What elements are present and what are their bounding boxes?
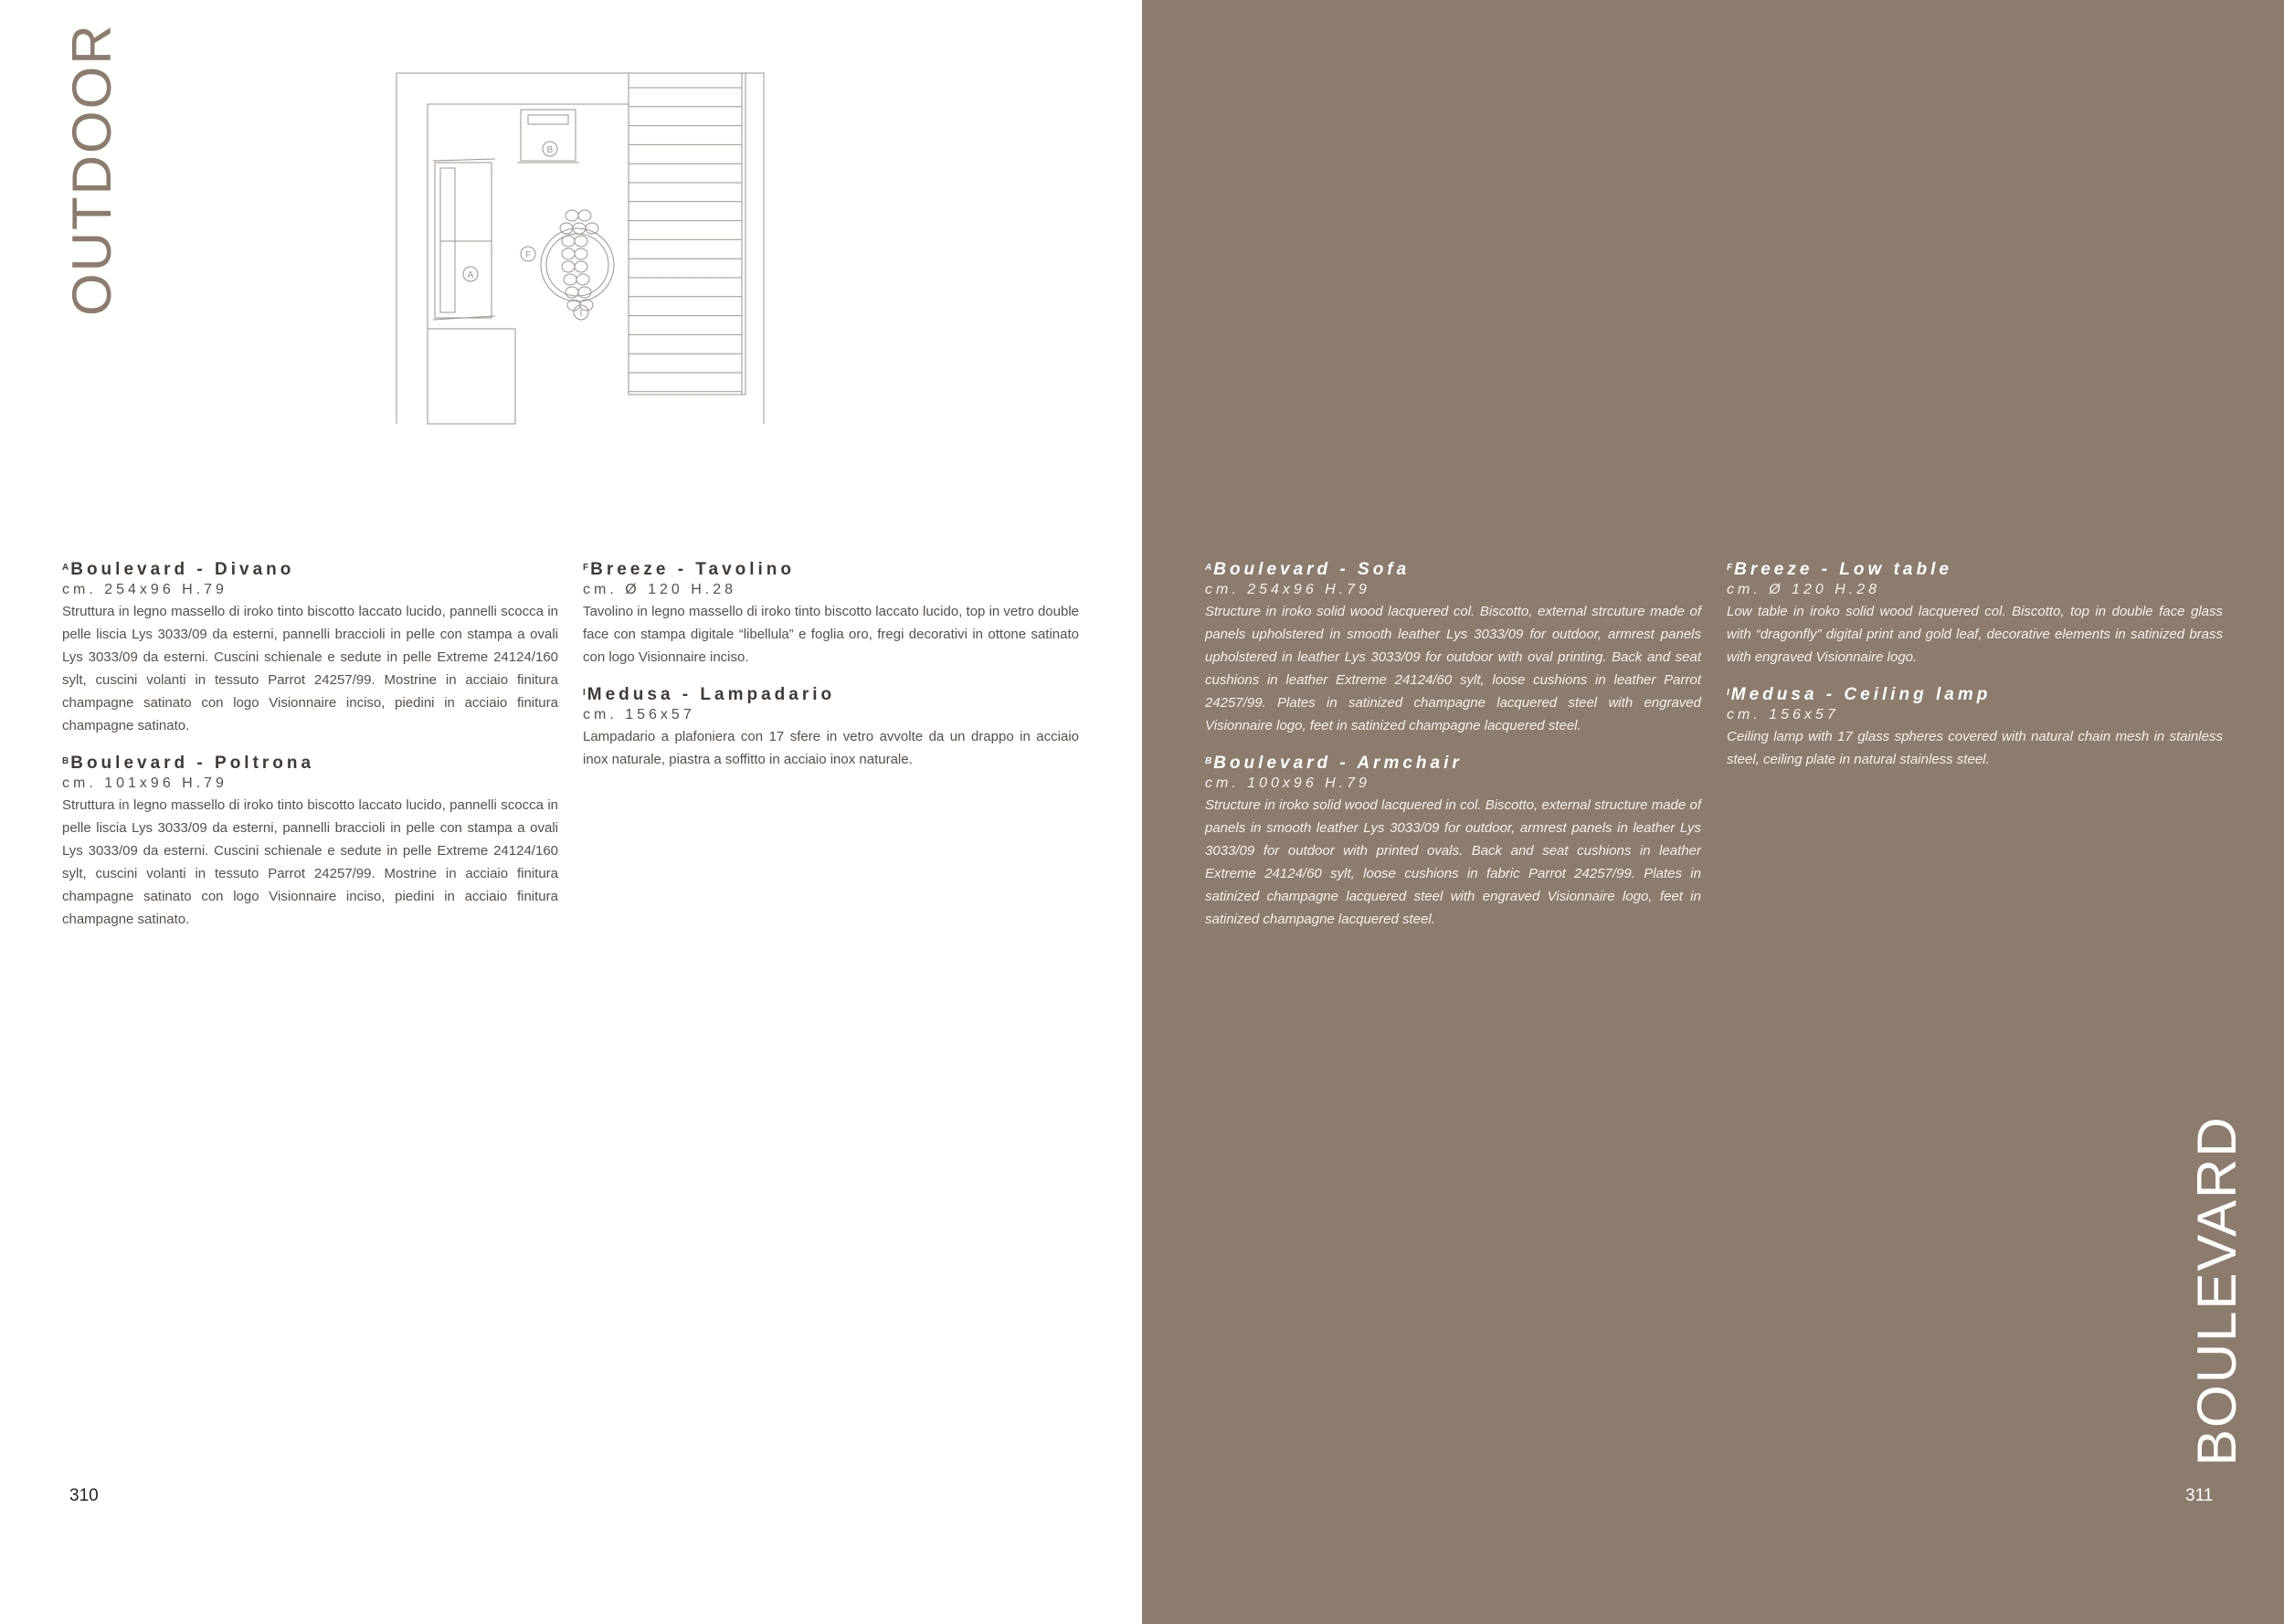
- lamp-sphere: [578, 287, 591, 298]
- product-letter: I: [1727, 688, 1729, 698]
- product-heading: [1205, 560, 1701, 580]
- product-dimensions: cm. Ø 120 H.28: [583, 582, 737, 597]
- right-page: [1142, 0, 2284, 1624]
- plan-label-f: F: [524, 250, 532, 260]
- product-letter: F: [583, 563, 589, 573]
- product-name: Boulevard - Sofa: [1213, 560, 1411, 579]
- lamp-sphere: [576, 274, 589, 285]
- product-entry: [62, 560, 558, 737]
- lamp-sphere: [562, 248, 575, 259]
- product-letter: B: [62, 756, 69, 766]
- product-letter: B: [1205, 756, 1212, 766]
- product-name: Medusa - Ceiling lamp: [1730, 685, 1992, 704]
- product-description: Structure in iroko solid wood lacquered col. Biscotto, external strcuture made of panels upholstered in smooth leather Lys 3033/09 for outdoor, armrest panels upholstered in leather Lys 3033/09 for outdoor with oval printing. Back and seat cushions in leather Extreme 24124/60 sylt, loose cushions in leather Parrot 24257/99. Plates in satinized champagne lacquered steel with engraved Visionnaire logo, feet in satinized champagne lacquered steel.: [1205, 604, 1701, 733]
- product-description: Lampadario a plafoniera con 17 sfere in vetro avvolte da un drappo in acciaio inox naturale, piastra a soffitto in acciaio inox naturale.: [583, 729, 1079, 767]
- product-heading: [583, 560, 1079, 580]
- product-letter: A: [1205, 563, 1212, 573]
- product-name: Medusa - Lampadario: [587, 685, 836, 704]
- plan-label-b: B: [546, 145, 554, 155]
- lamp-sphere: [566, 287, 578, 298]
- plan-label-i: I: [579, 309, 583, 319]
- product-entry: [1205, 560, 1701, 737]
- lamp-sphere: [586, 223, 598, 234]
- product-dimensions: cm. 101x96 H.79: [62, 775, 227, 791]
- lamp-sphere: [578, 210, 591, 221]
- product-dimensions: cm. 254x96 H.79: [62, 582, 227, 597]
- product-letter: I: [583, 688, 586, 698]
- lamp-sphere: [566, 210, 578, 221]
- product-entry: [583, 685, 1079, 771]
- lamp-sphere: [560, 223, 573, 234]
- lamp-sphere: [562, 261, 575, 272]
- product-heading: [1727, 685, 2223, 705]
- product-name: Breeze - Low table: [1734, 560, 1952, 579]
- product-dimensions: cm. Ø 120 H.28: [1727, 582, 1881, 597]
- product-dimensions: cm. 156x57: [583, 707, 695, 722]
- product-description: Struttura in legno massello di iroko tinto biscotto laccato lucido, pannelli scocca in pelle liscia Lys 3033/09 da esterni, pannelli braccioli in pelle con stampa a ovali Lys 3033/09 da esterni. Cuscini schienale e sedute in pelle Extreme 24124/160 sylt, cuscini volanti in tessuto Parrot 24257/99. Mostrine in acciaio finitura champagne satinato con logo Visionnaire inciso, piedini in acciaio finitura champagne satinato.: [62, 797, 558, 927]
- product-column-en-2: [1727, 560, 2223, 787]
- lamp-sphere: [575, 261, 587, 272]
- page-number-right: 311: [2185, 1486, 2214, 1505]
- product-heading: [1727, 560, 2223, 580]
- product-name: Boulevard - Poltrona: [70, 754, 315, 773]
- product-column-en-1: [1205, 560, 1701, 947]
- lamp-sphere: [564, 274, 576, 285]
- lamp-sphere: [562, 236, 575, 247]
- product-column-it-1: [62, 560, 558, 947]
- product-dimensions: cm. 156x57: [1727, 707, 1839, 722]
- product-dimensions: cm. 254x96 H.79: [1205, 582, 1370, 597]
- product-column-it-2: [583, 560, 1079, 787]
- product-name: Boulevard - Divano: [70, 560, 295, 579]
- product-entry: [1205, 754, 1701, 931]
- product-name: Breeze - Tavolino: [590, 560, 796, 579]
- product-entry: [583, 560, 1079, 669]
- product-dimensions: cm. 100x96 H.79: [1205, 775, 1370, 791]
- product-heading: [1205, 754, 1701, 774]
- product-letter: A: [62, 563, 69, 573]
- product-heading: [62, 560, 558, 580]
- product-entry: [62, 754, 558, 931]
- lamp-sphere: [575, 236, 587, 247]
- page-number-left: 310: [69, 1486, 99, 1505]
- product-heading: [62, 754, 558, 774]
- product-entry: [1727, 560, 2223, 669]
- section-title-outdoor: OUTDOOR: [61, 23, 122, 316]
- product-entry: [1727, 685, 2223, 771]
- product-description: Low table in iroko solid wood lacquered col. Biscotto, top in double face glass with “dragonfly” digital print and gold leaf, decorative elements in satinized brass with engraved Visionnaire logo.: [1727, 604, 2223, 665]
- product-description: Ceiling lamp with 17 glass spheres covered with natural chain mesh in stainless steel, ceiling plate in natural stainless steel.: [1727, 729, 2223, 767]
- product-description: Struttura in legno massello di iroko tinto biscotto laccato lucido, pannelli scocca in pelle liscia Lys 3033/09 da esterni, pannelli braccioli in pelle con stampa a ovali Lys 3033/09 da esterni. Cuscini schienale e sedute in pelle Extreme 24124/160 sylt, cuscini volanti in tessuto Parrot 24257/99. Mostrine in acciaio finitura champagne satinato con logo Visionnaire inciso, piedini in acciaio finitura champagne satinato.: [62, 604, 558, 733]
- product-name: Boulevard - Armchair: [1213, 754, 1463, 773]
- product-description: Structure in iroko solid wood lacquered in col. Biscotto, external structure made of panels in smooth leather Lys 3033/09 for outdoor, armrest panels in leather Lys 3033/09 for outdoor with printed ovals. Back and seat cushions in leather Extreme 24124/60 sylt, loose cushions in fabric Parrot 24257/99. Plates in satinized champagne lacquered steel with engraved Visionnaire logo, feet in satinized champagne lacquered steel.: [1205, 797, 1701, 927]
- product-description: Tavolino in legno massello di iroko tinto biscotto laccato lucido, top in vetro double face con stampa digitale “libellula” e foglia oro, fregi decorativi in ottone satinato con logo Visionnaire inciso.: [583, 604, 1079, 665]
- floor-plan-diagram: [393, 71, 767, 427]
- product-letter: F: [1727, 563, 1733, 573]
- plan-label-a: A: [467, 270, 474, 280]
- section-title-boulevard: BOULEVARD: [2186, 1115, 2247, 1466]
- lamp-sphere: [575, 248, 587, 259]
- product-heading: [583, 685, 1079, 705]
